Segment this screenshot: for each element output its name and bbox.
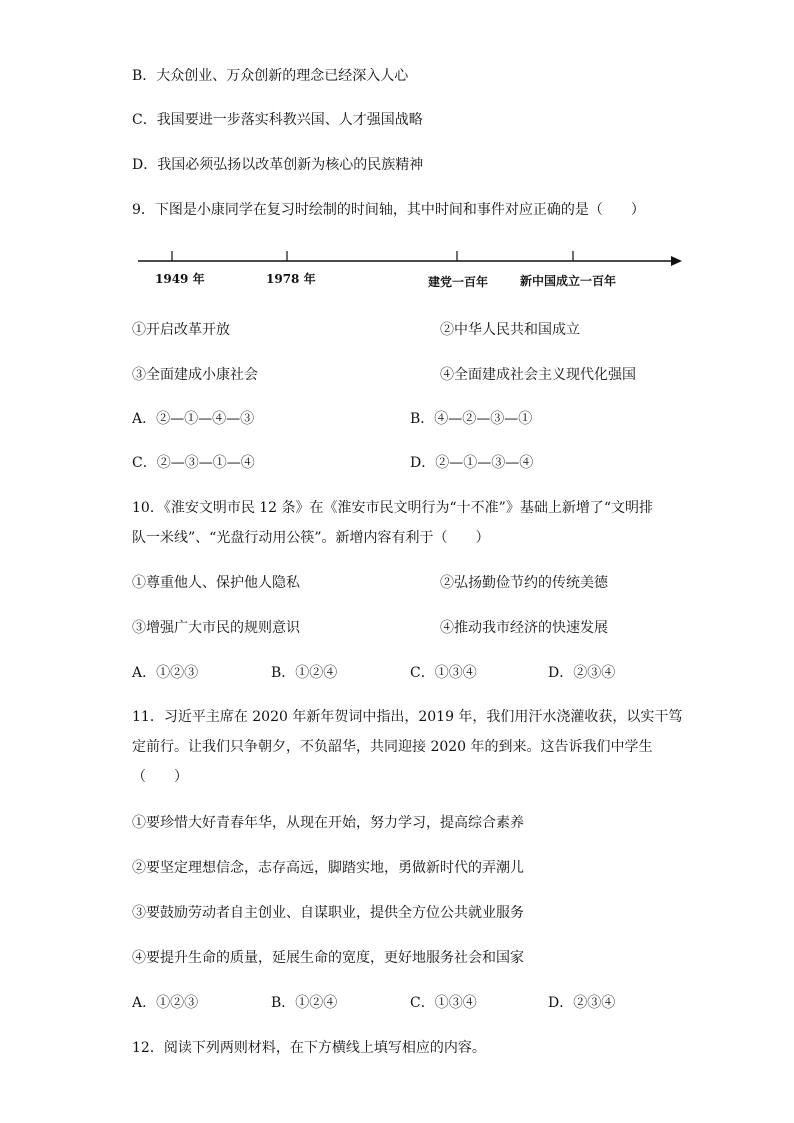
q10-option-b: B．①②④ (271, 665, 338, 681)
q11-option-a: A．①②③ (132, 995, 199, 1011)
q10-option-c: C．①③④ (410, 665, 477, 681)
timeline-label-prc-centenary: 新中国成立一百年 (520, 274, 617, 288)
q11-item-2: ②要坚定理想信念，志存高远，脚踏实地，勇做新时代的弄潮儿 (132, 860, 524, 876)
q10-item-3: ③增强广大市民的规则意识 (132, 620, 300, 636)
q10-stem-line1: 10．《淮安文明市民 12 条》在《淮安市民文明行为“十不准”》基础上新增了“文明排 (132, 500, 653, 516)
q9-option-b: B．④—②—③—① (410, 411, 533, 427)
timeline-arrowhead (671, 256, 682, 266)
q11-option-c: C．①③④ (410, 995, 477, 1011)
q11-item-1: ①要珍惜大好青春年华，从现在开始，努力学习，提高综合素养 (132, 815, 524, 831)
timeline-label-1949: 1949 年 (155, 272, 205, 286)
q10-item-4: ④推动我市经济的快速发展 (440, 620, 608, 636)
q11-item-3: ③要鼓励劳动者自主创业、自谋职业，提供全方位公共就业服务 (132, 905, 524, 921)
q9-option-c: C．②—③—①—④ (132, 455, 255, 471)
q10-item-1: ①尊重他人、保护他人隐私 (132, 575, 300, 591)
q8-option-b: B．大众创业、万众创新的理念已经深入人心 (132, 68, 409, 84)
timeline-label-party-centenary: 建党一百年 (428, 275, 489, 289)
q9-item-1: ①开启改革开放 (132, 322, 230, 338)
q11-stem-line3: （ ） (132, 769, 188, 785)
q10-option-a: A．①②③ (132, 665, 199, 681)
q11-stem-line1: 11．习近平主席在 2020 年新年贺词中指出，2019 年，我们用汗水浇灌收获，以实干笃 (132, 709, 683, 725)
q9-stem: 9．下图是小康同学在复习时绘制的时间轴，其中时间和事件对应正确的是（ ） (132, 202, 645, 218)
q9-item-3: ③全面建成小康社会 (132, 367, 258, 383)
q9-option-d: D．②—①—③—④ (410, 455, 534, 471)
q10-stem-line2: 队一米线”、“光盘行动用公筷”。新增内容有利于（ ） (132, 530, 490, 546)
timeline-label-1978: 1978 年 (266, 272, 316, 286)
timeline-axis (130, 245, 690, 275)
q10-item-2: ②弘扬勤俭节约的传统美德 (440, 575, 608, 591)
q9-item-4: ④全面建成社会主义现代化强国 (440, 367, 636, 383)
q8-option-d: D．我国必须弘扬以改革创新为核心的民族精神 (132, 157, 424, 173)
q12-stem: 12．阅读下列两则材料，在下方横线上填写相应的内容。 (132, 1040, 486, 1056)
q9-item-2: ②中华人民共和国成立 (440, 322, 580, 338)
q10-option-d: D．②③④ (548, 665, 616, 681)
q8-option-c: C．我国要进一步落实科教兴国、人才强国战略 (132, 112, 423, 128)
q9-option-a: A．②—①—④—③ (132, 411, 255, 427)
q11-stem-line2: 定前行。让我们只争朝夕，不负韶华，共同迎接 2020 年的到来。这告诉我们中学生 (132, 739, 653, 755)
q11-item-4: ④要提升生命的质量，延展生命的宽度，更好地服务社会和国家 (132, 950, 524, 966)
q11-option-b: B．①②④ (271, 995, 338, 1011)
q11-option-d: D．②③④ (548, 995, 616, 1011)
